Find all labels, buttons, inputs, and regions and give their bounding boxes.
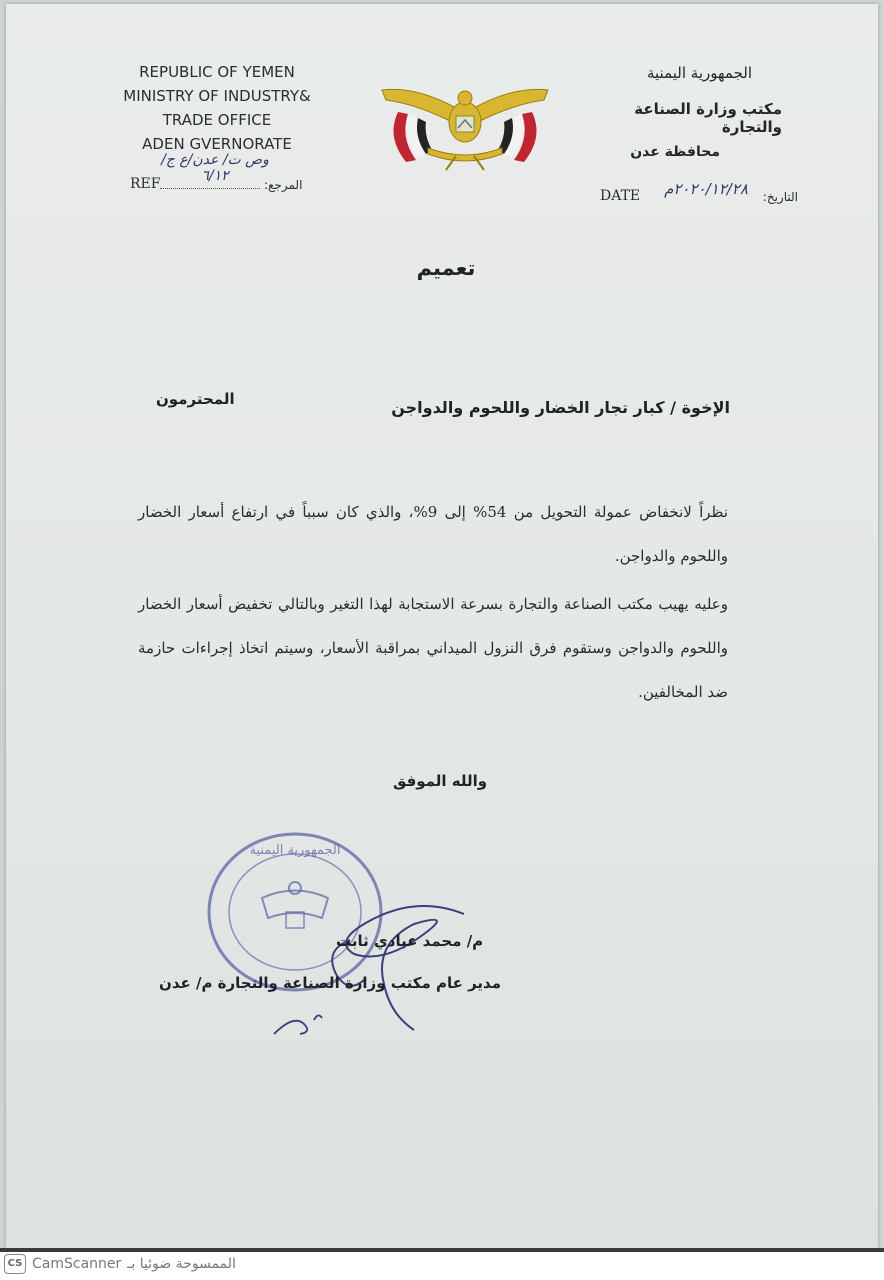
honorific: المحترمون	[156, 390, 235, 408]
ref-label-ar: المرجع:	[264, 178, 303, 192]
letterhead-en-line3: TRADE OFFICE	[162, 111, 272, 129]
english-letterhead	[102, 60, 332, 156]
ref-label: REF	[130, 176, 161, 192]
ref-dotted-rule	[160, 188, 260, 189]
document-title: تعميم	[416, 256, 476, 280]
letterhead-ar-line1: الجمهورية اليمنية	[646, 64, 752, 82]
addressee: الإخوة / كبار تجار الخضار واللحوم والدواجن	[391, 398, 730, 417]
date-value: ٢٠٢٠/١٢/٢٨م	[664, 180, 748, 198]
letterhead-en-line2: MINISTRY OF INDUSTRY&	[123, 87, 311, 105]
date-label: DATE	[600, 188, 641, 204]
date-label-ar: التاريخ:	[762, 190, 798, 204]
letterhead-ar-line2: مكتب وزارة الصناعة والتجارة	[634, 100, 782, 136]
body-paragraph-1: نظراً لانخفاض عمولة التحويل من 54% إلى 9%، والذي كان سبباً في ارتفاع أسعار الخضار واللحوم والدواجن.	[138, 503, 729, 565]
arabic-letterhead	[572, 64, 782, 160]
signature-icon	[264, 884, 484, 1044]
camscanner-app-name: CamScanner	[32, 1256, 122, 1272]
body-paragraph-2: وعليه يهيب مكتب الصناعة والتجارة بسرعة الاستجابة لهذا التغير وبالتالي تخفيض أسعار الخضار واللحوم والدواجن وستقوم فرق النزول الميداني بمراقبة الأسعار، وسيتم اتخاذ إجراءات حازمة ضد المخالفين.	[138, 595, 728, 701]
date-line	[600, 180, 800, 204]
camscanner-watermark	[4, 1252, 236, 1276]
signer-position: مدير عام مكتب وزارة الصناعة والتجارة م/ عدن	[159, 974, 501, 992]
ref-value: وص ت/ عدن/ع ج/٦/١٢	[161, 152, 269, 184]
closing-line: والله الموفق	[392, 772, 488, 790]
camscanner-prefix-ar: الممسوحة ضوئيا بـ	[127, 1256, 236, 1272]
stamp-text: الجمهورية اليمنية	[249, 843, 341, 858]
letterhead-en-line1: REPUBLIC OF YEMEN	[139, 63, 295, 81]
letterhead-ar-line3: محافظة عدن	[630, 144, 720, 160]
document-page	[6, 4, 878, 1248]
letterhead-en-line4: ADEN GVERNORATE	[142, 135, 292, 153]
camscanner-logo-icon: CS	[4, 1254, 26, 1274]
yemen-emblem-icon	[376, 82, 554, 174]
signer-name: م/ محمد عبادي ثابت	[336, 932, 484, 950]
reference-line	[126, 152, 326, 194]
